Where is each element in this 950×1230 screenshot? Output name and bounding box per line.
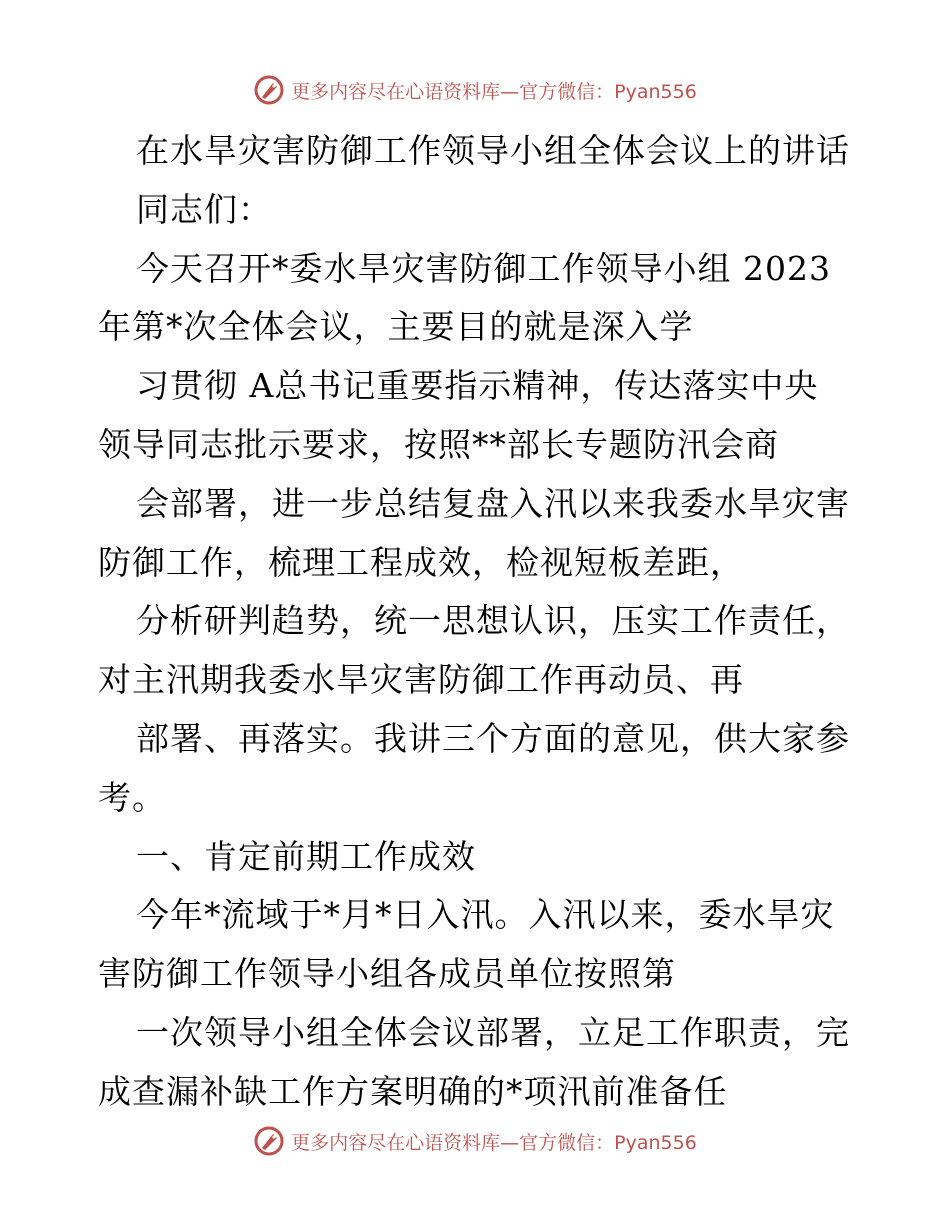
salutation: 同志们： <box>136 189 272 229</box>
paragraph-line: 分析研判趋势，统一思想认识，压实工作责任， <box>136 601 850 641</box>
paragraph-line: 今年*流域于*月*日入汛。入汛以来，委水旱灾 <box>136 895 835 935</box>
footer-banner <box>0 1121 950 1161</box>
pen-nib-logo-icon <box>253 1125 285 1157</box>
pen-nib-logo-icon <box>253 74 285 106</box>
document-body <box>98 122 898 1122</box>
paragraph-line: 部署、再落实。我讲三个方面的意见，供大家参 <box>136 718 850 758</box>
paragraph-line: 今天召开*委水旱灾害防御工作领导小组 2023 <box>136 248 831 288</box>
footer-banner-text: 更多内容尽在心语资料库—官方微信：Pyan556 <box>291 1131 697 1154</box>
paragraph-line: 会部署，进一步总结复盘入汛以来我委水旱灾害 <box>136 483 850 523</box>
section-heading: 一、肯定前期工作成效 <box>136 836 476 876</box>
paragraph-line: 年第*次全体会议，主要目的就是深入学 <box>98 307 694 347</box>
paragraph-line: 害防御工作领导小组各成员单位按照第 <box>98 954 676 994</box>
document-title: 在水旱灾害防御工作领导小组全体会议上的讲话 <box>136 131 850 170</box>
paragraph-line: 领导同志批示要求，按照**部长专题防汛会商 <box>98 424 779 464</box>
footer-banner-content <box>253 1125 697 1157</box>
paragraph-line: 考。 <box>98 777 166 817</box>
paragraph-line: 对主汛期我委水旱灾害防御工作再动员、再 <box>98 660 744 700</box>
paragraph-line: 习贯彻 A总书记重要指示精神，传达落实中央 <box>136 366 819 406</box>
header-banner <box>0 70 950 110</box>
paragraph-line: 成查漏补缺工作方案明确的*项汛前准备任 <box>98 1071 728 1111</box>
paragraph-line: 一次领导小组全体会议部署，立足工作职责，完 <box>136 1012 850 1052</box>
header-banner-text: 更多内容尽在心语资料库—官方微信：Pyan556 <box>291 80 697 103</box>
header-banner-content <box>253 74 697 106</box>
paragraph-line: 防御工作，梳理工程成效，检视短板差距， <box>98 542 744 582</box>
